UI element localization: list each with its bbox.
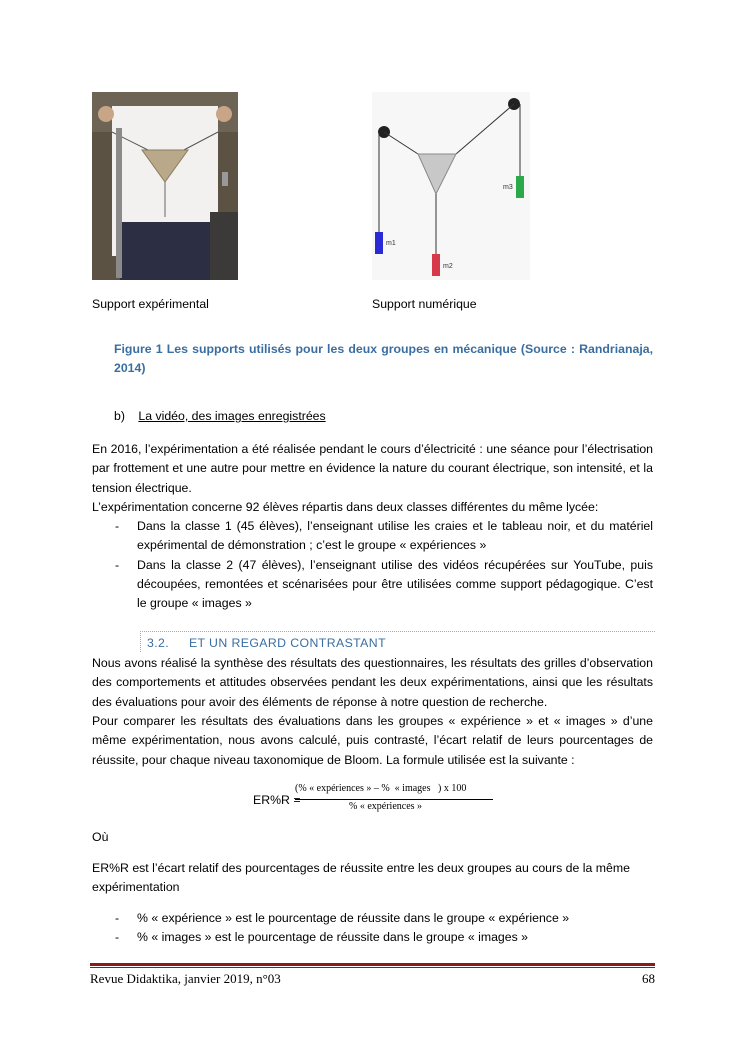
subsection-b-heading [114,407,326,426]
mass-m1 [375,232,383,254]
subsection-b-title: La vidéo, des images enregistrées [138,409,326,423]
section-heading [147,636,386,650]
figure-caption: Figure 1 Les supports utilisés pour les deux groupes en mécanique (Source : Randrianaja, 2014) [114,342,653,375]
figure-left-label: Support expérimental [92,297,209,311]
photo-experimental-support [92,92,238,280]
diagram-numeric-support [372,92,530,280]
footer-rule [90,963,655,966]
formula [253,782,513,822]
footer-rule-thin [90,967,655,968]
list-item: - % « expérience » est le pourcentage de réussite dans le groupe « expérience » [115,911,570,925]
paragraph-4: Pour comparer les résultats des évaluations dans les groupes « expérience » et « images » d’une même expérimentation, nous avons calculé, puis contrasté, l’écart relatif de leurs pourcentages de réussite, pour chaque niveau taxonomique de Bloom. La formule utilisée est la suivante : [92,714,653,767]
mass-m2 [432,254,440,276]
list-definitions [92,909,653,948]
mass-m3 [516,176,524,198]
formula-denominator: % « expériences » [349,801,423,812]
section-title: ET UN REGARD CONTRASTANT [188,636,386,650]
ou-label: Où [92,830,109,844]
photo-illustration [92,92,238,280]
subsection-b-label: b) [114,409,125,423]
pulley-diagram [372,92,530,280]
footer-page-number: 68 [642,971,655,986]
list-classes [92,517,653,613]
list-item: - % « images » est le pourcentage de réussite dans le groupe « images » [115,930,529,945]
definition-paragraph: ER%R est l’écart relatif des pourcentages de réussite entre les deux groupes au cours de la même expérimentation [92,861,630,895]
label-m2: m2 [443,263,453,270]
paragraph-1: En 2016, l’expérimentation a été réalisée pendant le cours d’électricité : une séance pour l’électrisation par frottement et une autre pour mettre en évidence la nature du courant électrique, son intensité, et la tension électrique. [92,442,653,495]
label-m1: m1 [386,240,396,247]
footer-journal: Revue Didaktika, janvier 2019, n°03 [90,971,281,986]
figure-right-label: Support numérique [372,297,477,311]
section-number: 3.2. [147,636,170,650]
paragraph-2: L’expérimentation concerne 92 élèves répartis dans deux classes différentes du même lycée: [92,500,599,514]
paragraph-3: Nous avons réalisé la synthèse des résultats des questionnaires, les résultats des grilles d’observation des comportements et attitudes observées pendant les deux expérimentations, ainsi que les résultats des évaluations pour avoir des éléments de réponse à notre question de recherche. [92,656,653,709]
list-item: - Dans la classe 2 (47 élèves), l’enseignant utilise des vidéos récupérées sur YouTube, puis découpées, remontées et scénarisées pour être utilisées comme support pédagogique. C’est le groupe « images » [115,557,653,611]
formula-numerator: (% « expériences » – % « images ) x 100 [295,783,467,794]
formula-fraction-bar [295,799,493,800]
list-item: - Dans la classe 1 (45 élèves), l’enseignant utilise les craies et le tableau noir, et du matériel expérimental de démonstration ; c’est le groupe « expériences » [115,519,653,553]
formula-lhs: ER%R = [253,793,301,807]
label-m3: m3 [503,184,513,191]
